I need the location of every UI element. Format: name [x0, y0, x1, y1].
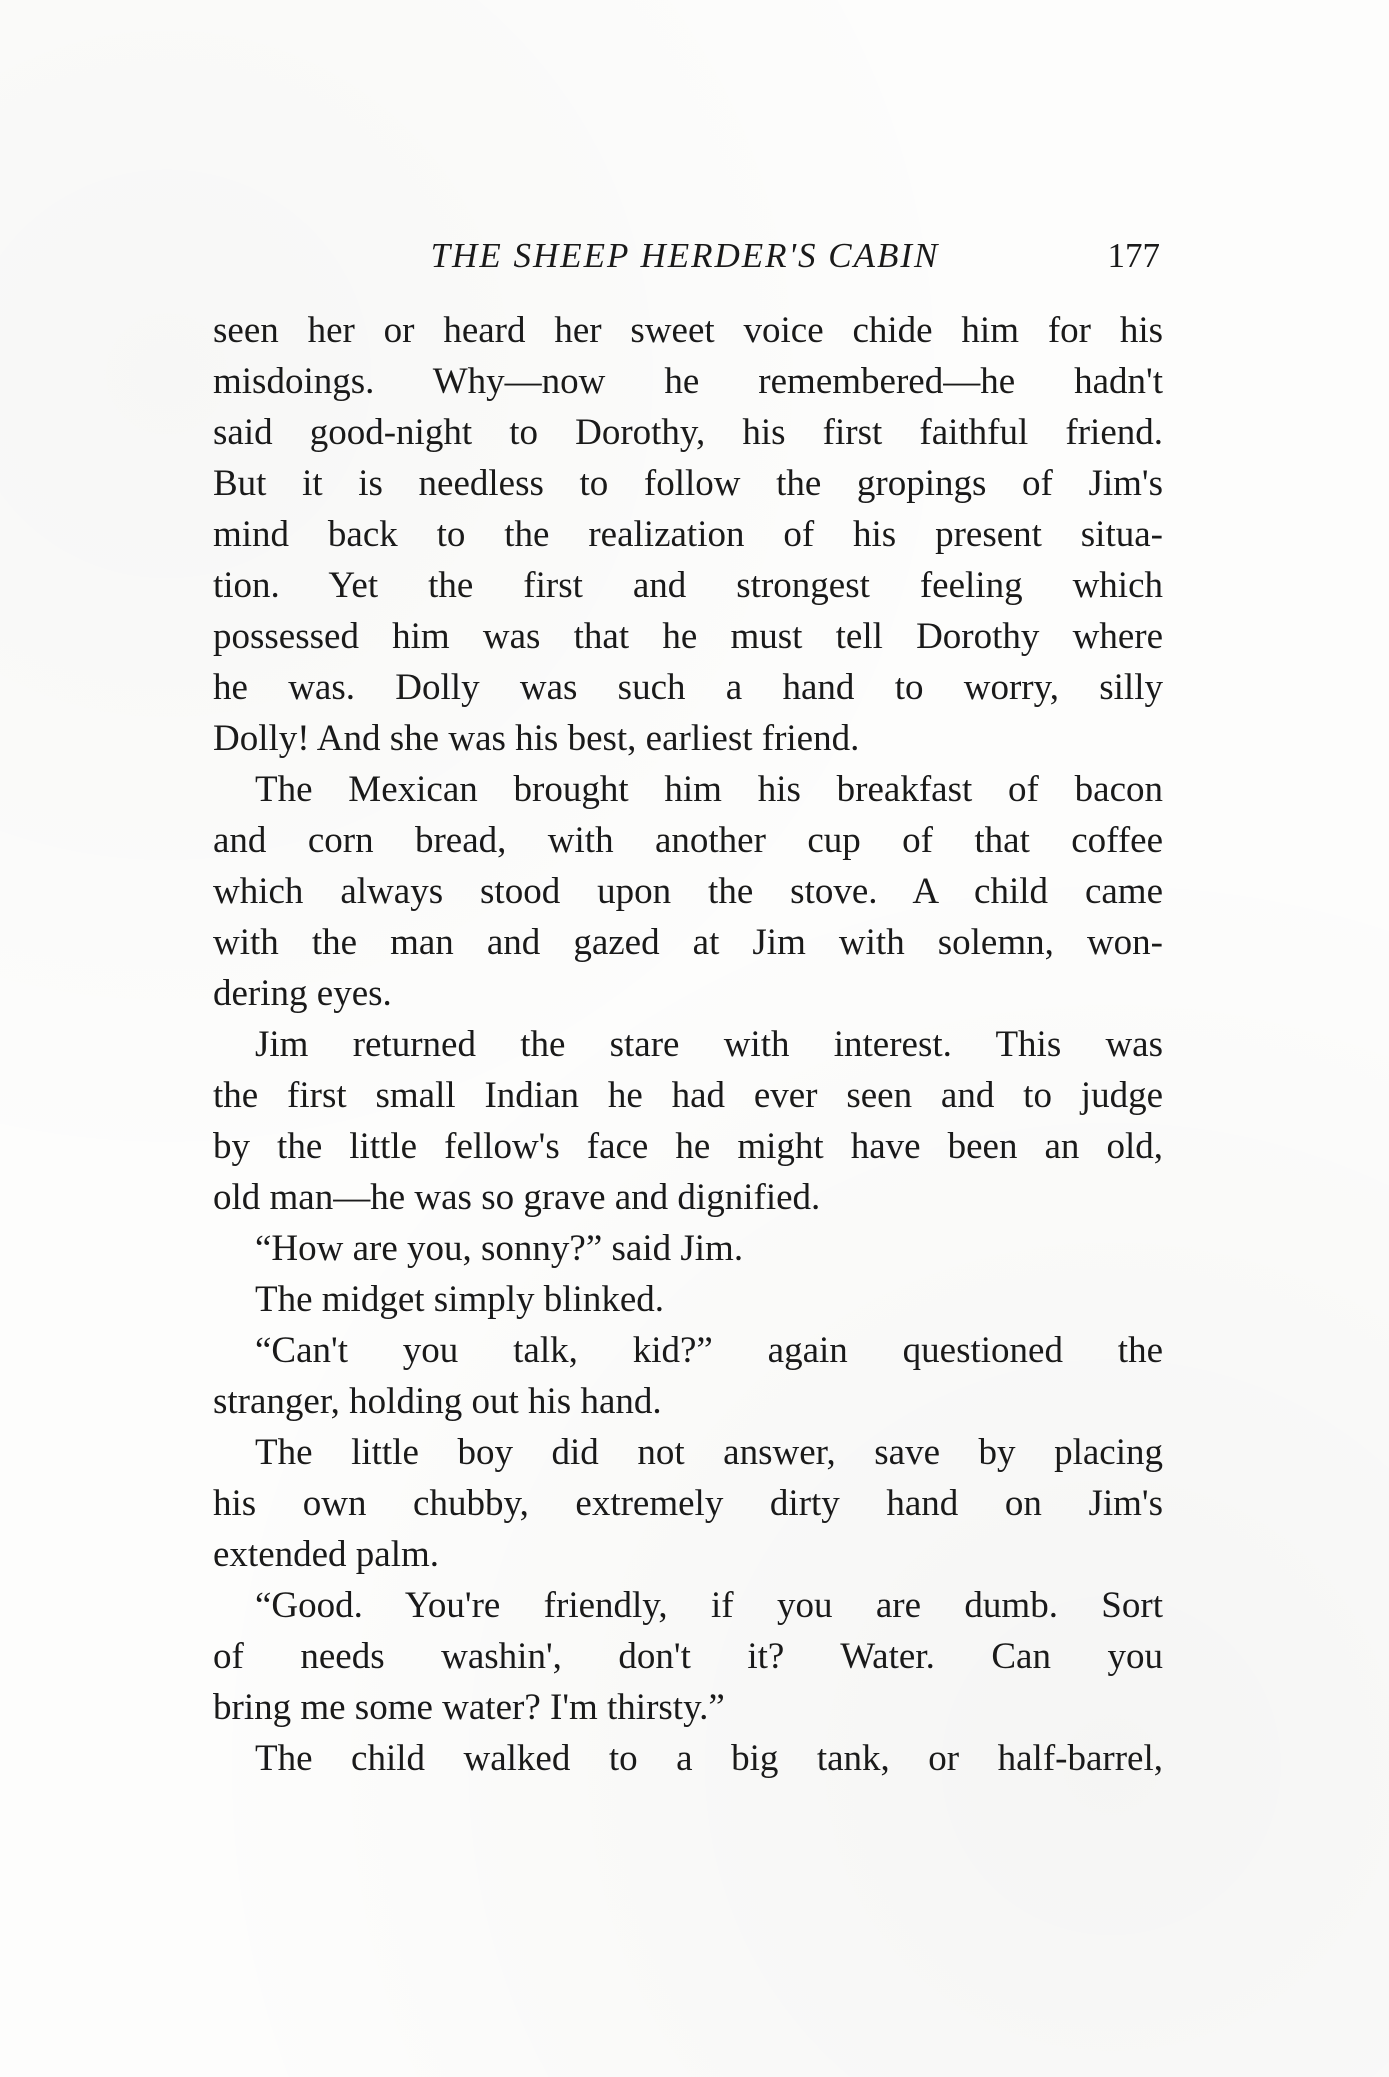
- text-line: The little boy did not answer, save by placing: [255, 1432, 1163, 1473]
- text-line: dering eyes.: [213, 973, 392, 1014]
- text-line: of needs washin', don't it? Water. Can you: [213, 1636, 1163, 1677]
- running-head: THE SHEEP HERDER'S CABIN: [430, 236, 940, 275]
- text-line: Jim returned the stare with interest. This was: [255, 1024, 1163, 1065]
- text-line: and corn bread, with another cup of that coffee: [213, 820, 1163, 861]
- text-line: extended palm.: [213, 1534, 440, 1575]
- body-text: [213, 305, 1163, 1784]
- text-line: The child walked to a big tank, or half-barrel,: [255, 1738, 1163, 1779]
- text-line: stranger, holding out his hand.: [213, 1381, 662, 1422]
- text-line: his own chubby, extremely dirty hand on Jim's: [213, 1483, 1163, 1524]
- page-number: 177: [1107, 236, 1160, 275]
- text-line: The midget simply blinked.: [255, 1279, 665, 1320]
- text-line: with the man and gazed at Jim with solemn, won-: [213, 922, 1163, 963]
- text-line: the first small Indian he had ever seen and to judge: [213, 1075, 1163, 1116]
- text-line: old man—he was so grave and dignified.: [213, 1177, 821, 1218]
- text-line: “How are you, sonny?” said Jim.: [255, 1228, 744, 1269]
- text-line: said good-night to Dorothy, his first faithful friend.: [213, 412, 1163, 453]
- text-line: The Mexican brought him his breakfast of bacon: [255, 769, 1163, 810]
- text-line: which always stood upon the stove. A child came: [213, 871, 1163, 912]
- text-line: bring me some water? I'm thirsty.”: [213, 1687, 725, 1728]
- text-line: “Good. You're friendly, if you are dumb. Sort: [255, 1585, 1163, 1626]
- text-line: tion. Yet the first and strongest feeling which: [213, 565, 1163, 606]
- page-header: [210, 228, 1160, 284]
- text-line: But it is needless to follow the gropings of Jim's: [213, 463, 1163, 504]
- text-line: misdoings. Why—now he remembered—he hadn't: [213, 361, 1163, 402]
- text-line: by the little fellow's face he might have been an old,: [213, 1126, 1163, 1167]
- text-line: seen her or heard her sweet voice chide him for his: [213, 310, 1163, 351]
- text-line: possessed him was that he must tell Dorothy where: [213, 616, 1163, 657]
- text-line: he was. Dolly was such a hand to worry, silly: [213, 667, 1163, 708]
- text-line: mind back to the realization of his present situa-: [213, 514, 1163, 555]
- text-line: Dolly! And she was his best, earliest friend.: [213, 718, 860, 759]
- text-line: “Can't you talk, kid?” again questioned the: [255, 1330, 1163, 1371]
